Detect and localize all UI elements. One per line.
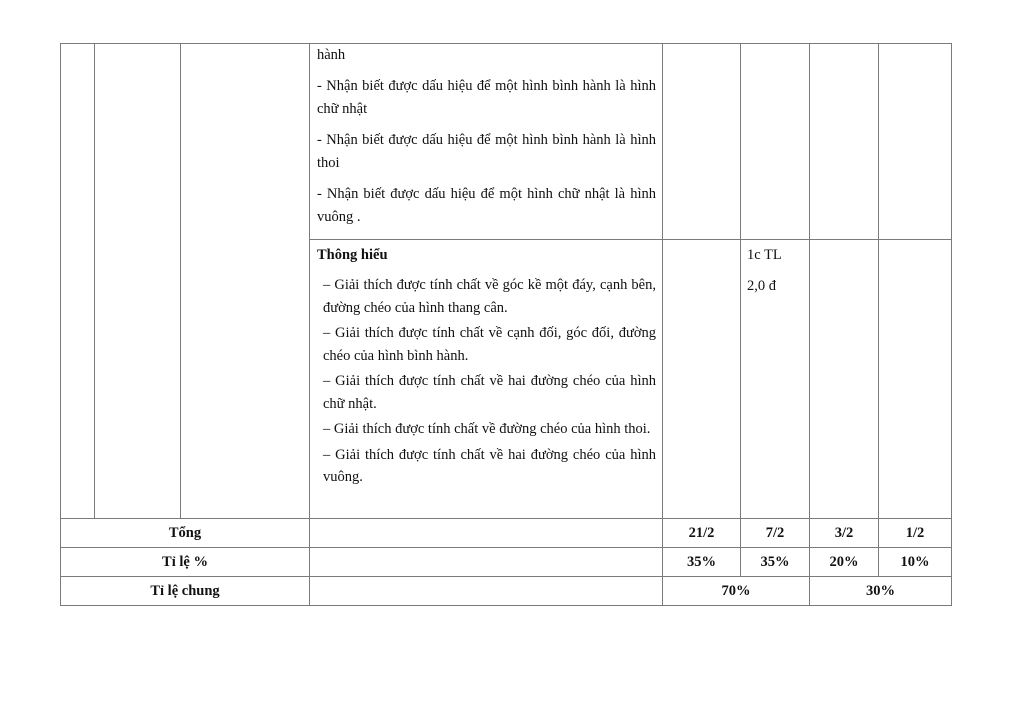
ratio-blank-cell (310, 548, 663, 577)
level-cell-application (810, 240, 879, 519)
content-unit-column-cell (181, 44, 310, 519)
requirement-line: - Nhận biết được dấu hiệu để một hình bình hành là hình thoi (317, 132, 656, 171)
totals-row (61, 519, 952, 548)
table-row (61, 44, 952, 240)
overall-ratio-blank-cell (310, 577, 663, 606)
requirement-item: – Giải thích được tính chất về hai đường chéo của hình chữ nhật. (323, 373, 656, 412)
requirement-item: – Giải thích được tính chất về cạnh đối, góc đối, đường chéo của hình bình hành. (323, 325, 656, 364)
requirement-item: – Giải thích được tính chất về đường chéo của hình thoi. (323, 421, 651, 437)
ratio-value: 10% (879, 548, 952, 577)
totals-value: 3/2 (810, 519, 879, 548)
totals-label: Tổng (61, 519, 310, 548)
requirement-line: - Nhận biết được dấu hiệu để một hình chữ nhật là hình vuông . (317, 186, 656, 225)
ratio-value: 35% (663, 548, 741, 577)
totals-value: 21/2 (663, 519, 741, 548)
ratio-value: 20% (810, 548, 879, 577)
requirement-list (317, 274, 656, 489)
requirement-line: - Nhận biết được dấu hiệu để một hình bình hành là hình chữ nhật (317, 78, 656, 117)
overall-ratio-value: 30% (810, 577, 952, 606)
level-cell-high-application (879, 240, 952, 519)
order-column-cell (61, 44, 95, 519)
requirement-item: – Giải thích được tính chất về hai đường chéo của hình vuông. (323, 446, 656, 485)
requirement-line: hành (317, 47, 346, 63)
level-cell-high-application (879, 44, 952, 240)
question-score: 2,0 đ (747, 278, 776, 294)
requirement-cell-recognition (310, 44, 663, 240)
overall-ratio-value: 70% (663, 577, 810, 606)
overall-ratio-row (61, 577, 952, 606)
ratio-value: 35% (741, 548, 810, 577)
totals-blank-cell (310, 519, 663, 548)
requirement-item: – Giải thích được tính chất về góc kề một đáy, cạnh bên, đường chéo của hình thang cân. (323, 277, 656, 316)
question-count: 1c TL (747, 247, 782, 263)
level-cell-recognition (663, 240, 741, 519)
level-cell-comprehension (741, 44, 810, 240)
assessment-matrix-table (60, 43, 952, 606)
ratio-label: Tỉ lệ % (61, 548, 310, 577)
overall-ratio-label: Tỉ lệ chung (61, 577, 310, 606)
requirement-cell-comprehension (310, 240, 663, 519)
totals-value: 1/2 (879, 519, 952, 548)
topic-column-cell (95, 44, 181, 519)
level-cell-application (810, 44, 879, 240)
level-cell-recognition (663, 44, 741, 240)
level-cell-comprehension (741, 240, 810, 519)
totals-value: 7/2 (741, 519, 810, 548)
level-heading: Thông hiểu (317, 247, 388, 263)
ratio-row (61, 548, 952, 577)
